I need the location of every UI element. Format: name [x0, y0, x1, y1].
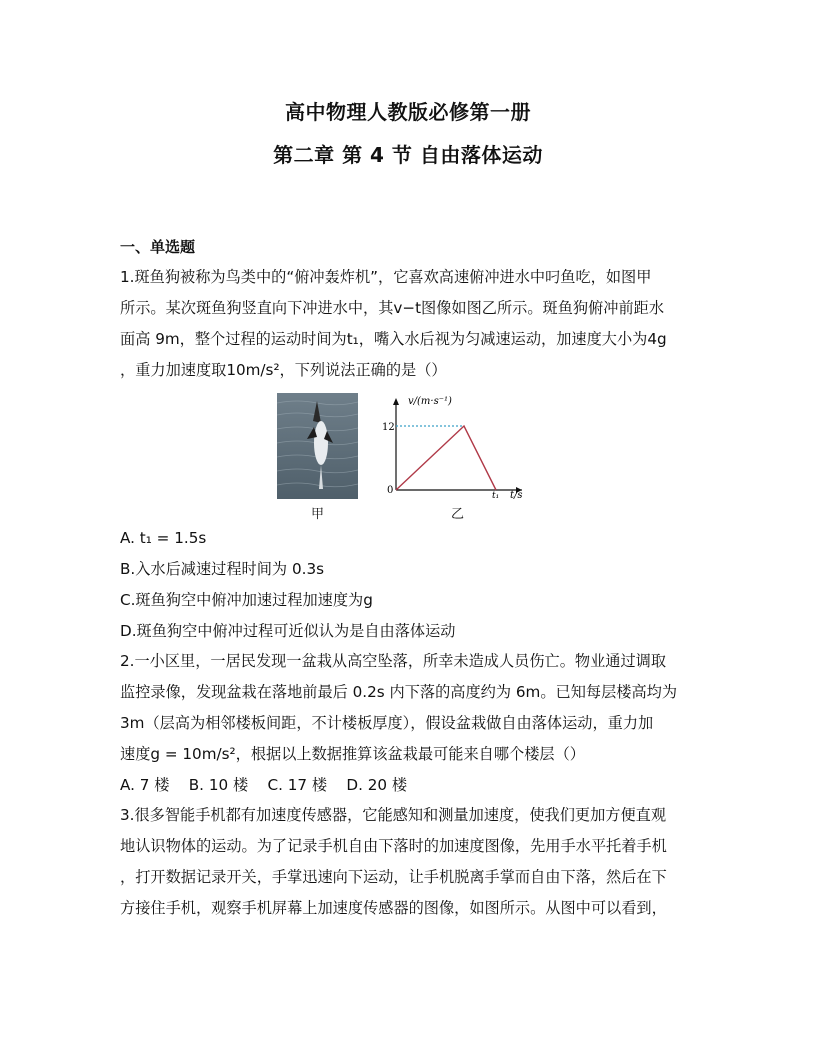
q3-line-3: ，打开数据记录开关，手掌迅速向下运动，让手机脱离手掌而自由下落，然后在下 [120, 868, 667, 886]
q2-line-1: 2.一小区里，一居民发现一盆栽从高空坠落，所幸未造成人员伤亡。物业通过调取 [120, 652, 667, 670]
q1-line-3: 面高 9m，整个过程的运动时间为t₁，嘴入水后视为匀减速运动，加速度大小为4g [120, 330, 667, 348]
question-3 [120, 800, 700, 924]
y-tick-12: 12 [382, 422, 395, 433]
question-2 [120, 646, 700, 770]
q1-line-4: ，重力加速度取10m/s²，下列说法正确的是（） [120, 361, 447, 379]
q2-options: A. 7 楼 B. 10 楼 C. 17 楼 D. 20 楼 [120, 776, 408, 794]
q1-option-d: D.斑鱼狗空中俯冲过程可近似认为是自由落体运动 [120, 622, 456, 640]
q2-line-2: 监控录像，发现盆栽在落地前最后 0.2s 内下落的高度约为 6m。已知每层楼高均为 [120, 683, 678, 701]
q1-option-b: B.入水后减速过程时间为 0.3s [120, 560, 325, 578]
title-line-2: 第二章 第 4 节 自由落体运动 [273, 143, 543, 167]
q3-line-4: 方接住手机，观察手机屏幕上加速度传感器的图像，如图所示。从图中可以看到， [120, 899, 667, 917]
question-1 [120, 262, 700, 386]
q1-option-a: A. t₁ = 1.5s [120, 529, 207, 547]
y-axis-label: v/(m·s⁻¹) [408, 396, 452, 407]
q1-option-c: C.斑鱼狗空中俯冲加速过程加速度为g [120, 591, 373, 609]
q2-line-3: 3m（层高为相邻楼板间距，不计楼板厚度），假设盆栽做自由落体运动，重力加 [120, 714, 654, 732]
x-axis-label: t/s [510, 490, 523, 500]
q3-line-2: 地认识物体的运动。为了记录手机自由下落时的加速度图像，先用手水平托着手机 [120, 837, 667, 855]
x-tick-t1: t₁ [492, 491, 500, 500]
q3-line-1: 3.很多智能手机都有加速度传感器，它能感知和测量加速度，使我们更加方便直观 [120, 806, 667, 824]
diving-bird-photo [277, 393, 358, 499]
caption-yi: 乙 [451, 507, 465, 522]
v-t-graph [372, 392, 532, 500]
q1-line-1: 1.斑鱼狗被称为鸟类中的“俯冲轰炸机”，它喜欢高速俯冲进水中叼鱼吃，如图甲 [120, 268, 652, 286]
title-line-1: 高中物理人教版必修第一册 [285, 100, 531, 124]
y-axis-arrow [393, 398, 399, 405]
origin-label: 0 [387, 485, 394, 496]
velocity-line [396, 426, 496, 490]
q2-line-4: 速度g = 10m/s²，根据以上数据推算该盆栽最可能来自哪个楼层（） [120, 745, 585, 763]
q1-line-2: 所示。某次斑鱼狗竖直向下冲进水中，其v−t图像如图乙所示。斑鱼狗俯冲前距水 [120, 299, 665, 317]
section-heading: 一、单选题 [120, 238, 196, 256]
caption-jia: 甲 [311, 507, 325, 522]
